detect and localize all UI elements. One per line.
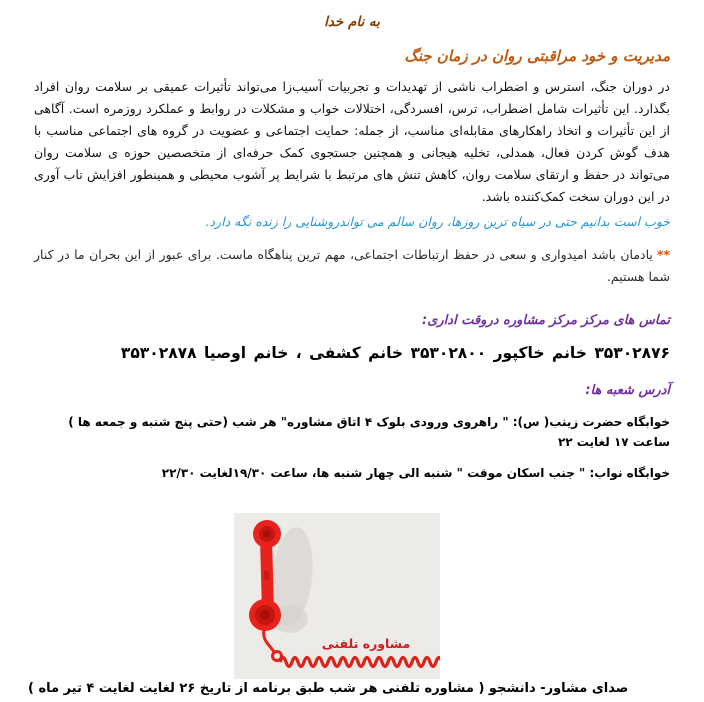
note-marker: ** (656, 247, 670, 262)
branches-heading: آدرس شعبه ها: (585, 383, 670, 398)
main-heading: مدیریت و خود مراقبتی روان در زمان جنگ (404, 47, 670, 65)
contact-heading: تماس های مرکز مرکز مشاوره دروقت اداری: (422, 313, 670, 328)
branch-line-navvab: خوابگاه نواب: " جنب اسکان موقت " شنبه الی چهار شنبه ها، ساعت ۱۹/۳۰لغایت ۲۲/۳۰ (161, 466, 670, 480)
phone-numbers-line: ۳۵۳۰۲۸۷۶ خانم خاکپور ۳۵۳۰۲۸۰۰ خانم کشفی ، خانم اوصیا ۳۵۳۰۲۸۷۸ (120, 344, 670, 362)
footer-line: صدای مشاور- دانشجو ( مشاوره تلفنی هر شب طبق برنامه از تاریخ ۲۶ لغایت لغایت ۴ تیر ماه ) (28, 681, 629, 696)
bismillah-title: به نام خدا (324, 14, 380, 30)
intro-paragraph: در دوران جنگ، استرس و اضطراب ناشی از تهدیدات و تجربیات آسیب‌زا می‌تواند تأثیرات عمیقی بر سلامت روان افراد بگذارد. این تأثیرات شامل اضطراب، ترس، افسردگی، اختلالات خواب و مشکلات در روابط و عملکرد روزمره است. آگاهی از این تأثیرات و اتخاذ راهکارهای مقابله‌ای مناسب، از جمله: حمایت اجتماعی و عضویت در گروه های اجتماعی مناسب با هدف گوش کردن فعال، همدلی، تخلیه هیجانی و همچنین جستجوی کمک حرفه‌ای از متخصصین حوزه ی سلامت روان می‌تواند در حفظ و ارتقای سلامت روان، کاهش تنش های مرتبط با شرایط پر آشوب محیطی و همینطور افزایش تاب آوری در این دوران سخت کمک‌کننده باشد. (34, 79, 670, 204)
phone-photo (234, 513, 440, 679)
note-paragraph (34, 244, 670, 288)
photo-caption: مشاوره تلفنی (321, 636, 411, 651)
note-text: یادمان باشد امیدواری و سعی در حفظ ارتباطات اجتماعی، مهم ترین پناهگاه ماست. برای عبور از این بحران ما در کنار شما هستیم. (34, 247, 670, 284)
blue-quote: خوب است بدانیم حتی در سیاه ترین روزها، روان سالم می تواندروشنایی را زنده نگه دارد. (205, 214, 670, 229)
telephone-handset-illustration (234, 513, 440, 679)
branch-line-zeinab: خوابگاه حضرت زینب( س): " راهروی ورودی بلوک ۴ اتاق مشاوره" هر شب (حتی پنج شنبه و جمعه ها ) ساعت ۱۷ لغایت ۲۲ (68, 415, 670, 449)
